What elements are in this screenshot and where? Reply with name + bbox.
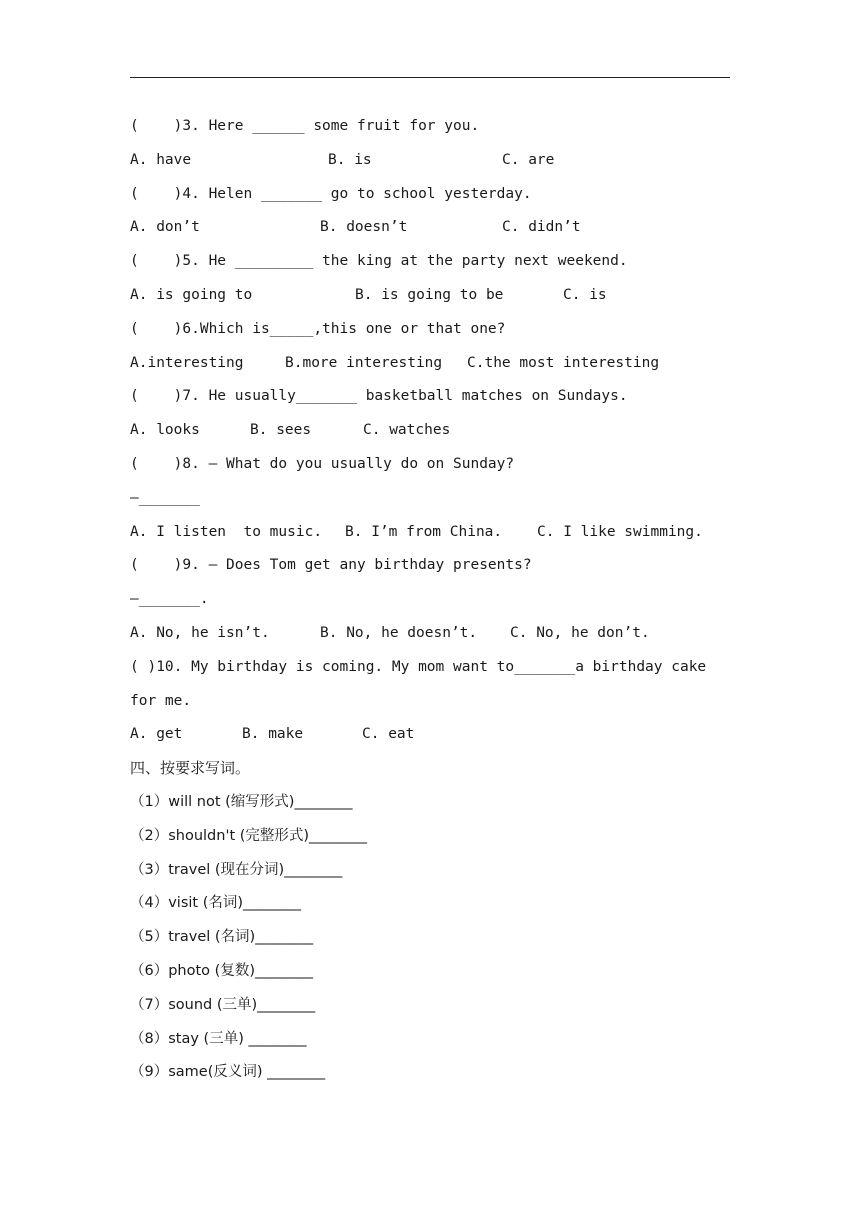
question-3-options <box>130 144 740 178</box>
option-c: C. didn’t <box>502 219 581 236</box>
question-5-stem: ( )5. He _________ the king at the party next weekend. <box>130 253 628 270</box>
question-4-options <box>130 211 740 245</box>
word-item-2: （2）shouldn't (完整形式)________ <box>130 827 368 844</box>
option-b: B. No, he doesn’t. <box>320 624 478 641</box>
option-c: C. No, he don’t. <box>510 624 650 641</box>
question-8-options <box>130 516 740 550</box>
question-8-stem: ( )8. — What do you usually do on Sunday? <box>130 455 515 472</box>
question-5-options <box>130 279 740 313</box>
question-8-answer-line: —_______ <box>130 489 200 506</box>
question-9-answer-line: —_______. <box>130 591 209 608</box>
option-a: A. I listen to music. <box>130 523 323 540</box>
word-item-6: （6）photo (复数)________ <box>130 962 313 979</box>
word-item-1: （1）will not (缩写形式)________ <box>130 793 353 810</box>
option-c: C.the most interesting <box>467 354 660 371</box>
question-6-stem: ( )6.Which is_____,this one or that one? <box>130 320 506 337</box>
option-a: A. don’t <box>130 219 200 236</box>
option-a: A. is going to <box>130 286 253 303</box>
option-a: A. get <box>130 726 183 743</box>
option-a: A. have <box>130 151 192 168</box>
word-item-3: （3）travel (现在分词)________ <box>130 861 343 878</box>
question-9-stem: ( )9. — Does Tom get any birthday presents? <box>130 557 532 574</box>
option-c: C. eat <box>362 726 415 743</box>
word-item-7: （7）sound (三单)________ <box>130 996 316 1013</box>
option-c: C. are <box>502 151 555 168</box>
worksheet <box>130 110 740 1090</box>
option-b: B. make <box>242 726 304 743</box>
option-a: A.interesting <box>130 354 244 371</box>
option-b: B.more interesting <box>285 354 443 371</box>
word-item-4: （4）visit (名词)________ <box>130 895 302 912</box>
option-c: C. is <box>563 286 607 303</box>
question-9-options <box>130 617 740 651</box>
option-c: C. watches <box>363 422 451 439</box>
question-6-options <box>130 347 740 381</box>
question-7-stem: ( )7. He usually_______ basketball matches on Sundays. <box>130 388 628 405</box>
section-4-title: 四、按要求写词。 <box>130 759 251 778</box>
question-7-options <box>130 414 740 448</box>
option-c: C. I like swimming. <box>537 523 703 540</box>
option-b: B. is <box>328 151 372 168</box>
question-4-stem: ( )4. Helen _______ go to school yesterday. <box>130 185 532 202</box>
option-a: A. looks <box>130 422 200 439</box>
word-item-9: （9）same(反义词) ________ <box>130 1064 326 1081</box>
header-rule <box>130 77 730 78</box>
question-3-stem: ( )3. Here ______ some fruit for you. <box>130 118 480 134</box>
option-b: B. is going to be <box>355 286 504 303</box>
word-item-5: （5）travel (名词)________ <box>130 929 314 946</box>
option-a: A. No, he isn’t. <box>130 624 270 641</box>
question-10-options <box>130 718 740 752</box>
option-b: B. I’m from China. <box>345 523 503 540</box>
option-b: B. sees <box>250 422 312 439</box>
question-10-stem: ( )10. My birthday is coming. My mom want to_______a birthday cake for me. <box>130 658 707 709</box>
word-item-8: （8）stay (三单) ________ <box>130 1030 307 1047</box>
option-b: B. doesn’t <box>320 219 408 236</box>
